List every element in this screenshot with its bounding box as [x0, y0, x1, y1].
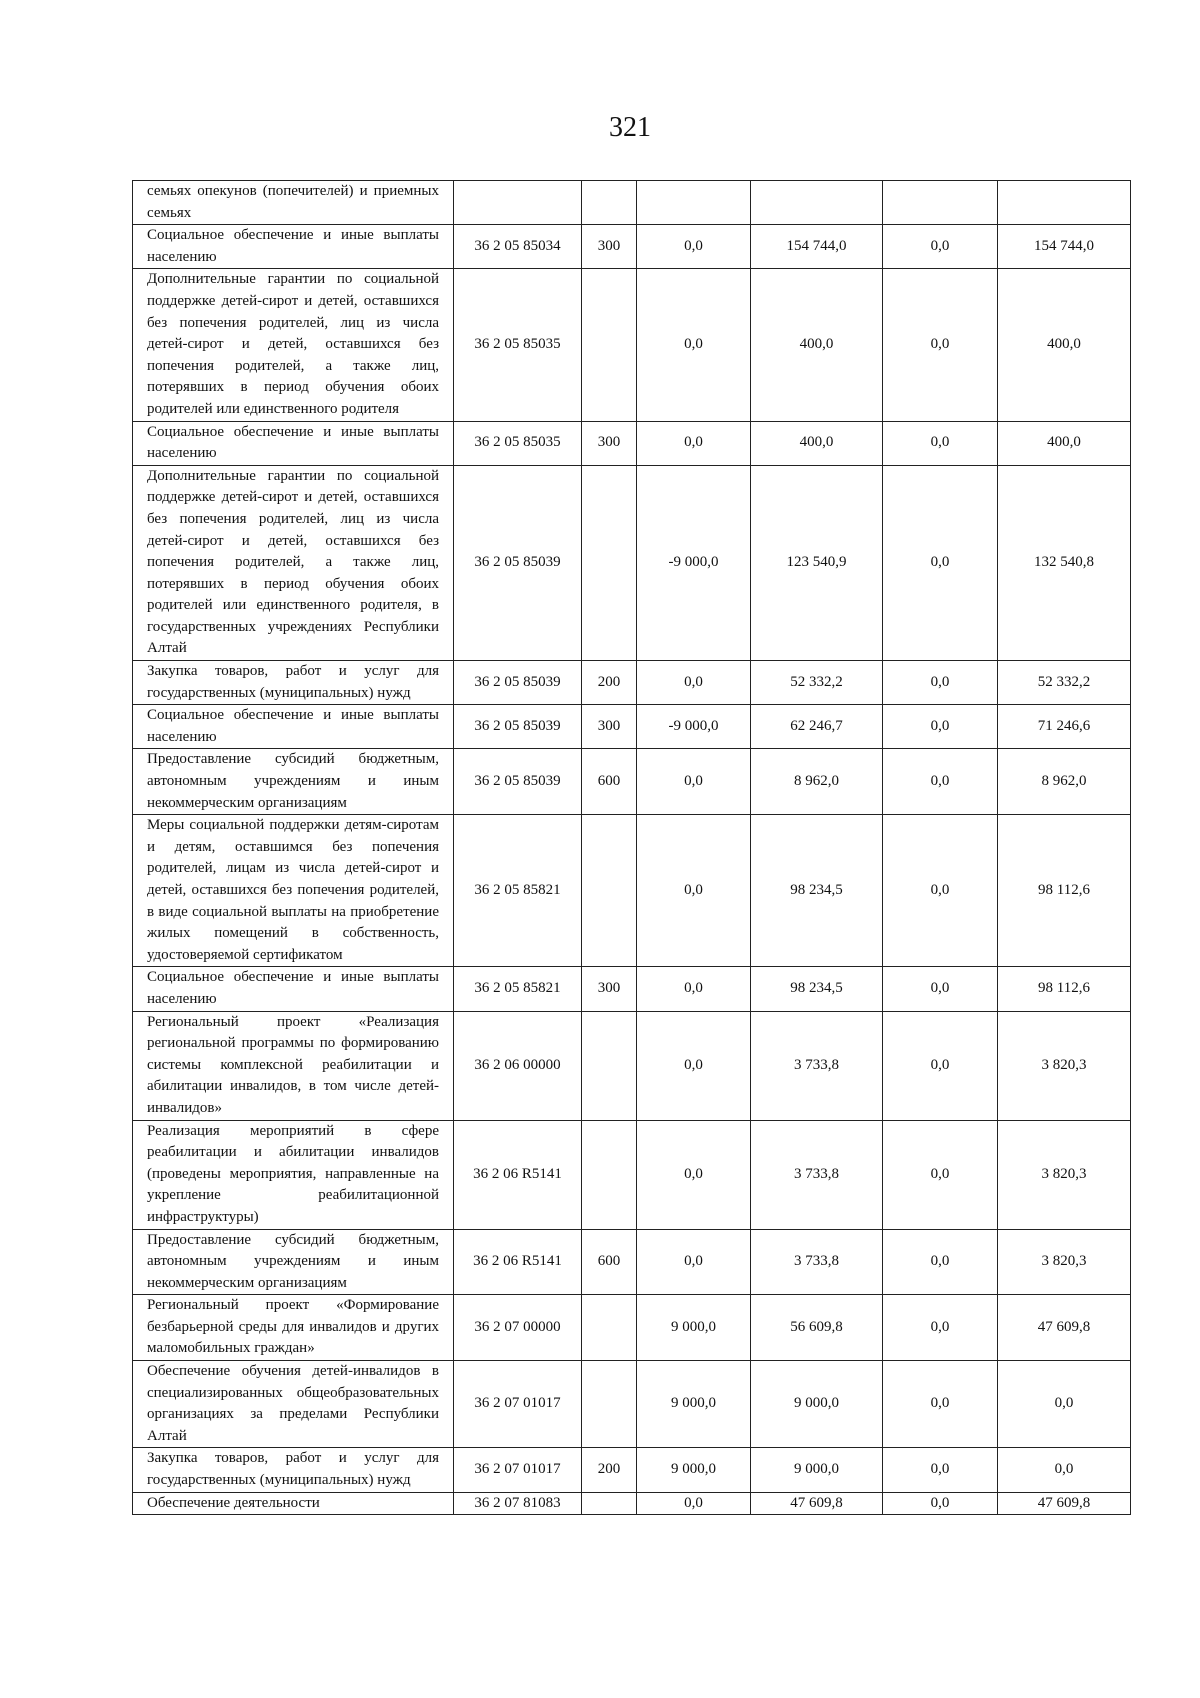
table-row — [133, 1011, 1131, 1120]
table-row — [133, 1492, 1131, 1515]
amount-total-cell: 154 744,0 — [751, 225, 883, 269]
target-article-code-cell: 36 2 05 85039 — [454, 705, 582, 749]
amount-total-cell: 3 733,8 — [751, 1229, 883, 1295]
amount-change-cell: 9 000,0 — [637, 1361, 751, 1448]
table-row — [133, 465, 1131, 660]
amount-next-cell: 71 246,6 — [998, 705, 1131, 749]
amount-next-cell: 8 962,0 — [998, 749, 1131, 815]
target-article-code-cell: 36 2 05 85039 — [454, 749, 582, 815]
row-name-cell: Социальное обеспечение и иные выплаты населению — [133, 967, 454, 1011]
amount-total-cell: 8 962,0 — [751, 749, 883, 815]
table-row — [133, 749, 1131, 815]
amount-next-cell: 0,0 — [998, 1448, 1131, 1492]
target-article-code-cell: 36 2 06 R5141 — [454, 1229, 582, 1295]
target-article-code-cell: 36 2 05 85035 — [454, 421, 582, 465]
row-name-cell: Дополнительные гарантии по социальной поддержке детей-сирот и детей, оставшихся без попечения родителей, лиц из числа детей-сирот и детей, оставшихся без попечения родителей, а также лиц, потерявших в период обучения обоих родителей или единственного родителя — [133, 269, 454, 421]
amount-change-cell: 0,0 — [637, 661, 751, 705]
row-name-cell: Обеспечение деятельности — [133, 1492, 454, 1515]
amount-total-cell: 3 733,8 — [751, 1120, 883, 1229]
amount-total-cell: 3 733,8 — [751, 1011, 883, 1120]
amount-federal-cell: 0,0 — [883, 1011, 998, 1120]
expense-type-cell: 200 — [582, 661, 637, 705]
amount-total-cell: 9 000,0 — [751, 1361, 883, 1448]
page-number: 321 — [609, 112, 651, 143]
row-name-cell: Дополнительные гарантии по социальной поддержке детей-сирот и детей, оставшихся без попечения родителей, лиц из числа детей-сирот и детей, оставшихся без попечения родителей, а также лиц, потерявших в период обучения обоих родителей или единственного родителя, в государственных учреждениях Республики Алтай — [133, 465, 454, 660]
amount-federal-cell: 0,0 — [883, 269, 998, 421]
target-article-code-cell: 36 2 05 85821 — [454, 815, 582, 967]
amount-total-cell — [751, 181, 883, 225]
amount-change-cell — [637, 181, 751, 225]
row-name-cell: Региональный проект «Реализация региональной программы по формированию системы комплексной реабилитации и абилитации инвалидов, в том числе детей-инвалидов» — [133, 1011, 454, 1120]
target-article-code-cell: 36 2 07 01017 — [454, 1448, 582, 1492]
amount-federal-cell: 0,0 — [883, 465, 998, 660]
amount-federal-cell: 0,0 — [883, 815, 998, 967]
amount-total-cell: 98 234,5 — [751, 967, 883, 1011]
amount-next-cell: 154 744,0 — [998, 225, 1131, 269]
expense-type-cell — [582, 465, 637, 660]
amount-change-cell: 0,0 — [637, 815, 751, 967]
amount-federal-cell: 0,0 — [883, 1448, 998, 1492]
amount-federal-cell: 0,0 — [883, 1295, 998, 1361]
table-row — [133, 1229, 1131, 1295]
table-row — [133, 1361, 1131, 1448]
amount-change-cell: 0,0 — [637, 1120, 751, 1229]
expense-type-cell — [582, 1295, 637, 1361]
amount-federal-cell — [883, 181, 998, 225]
table-row — [133, 815, 1131, 967]
amount-next-cell: 132 540,8 — [998, 465, 1131, 660]
row-name-cell: Закупка товаров, работ и услуг для государственных (муниципальных) нужд — [133, 661, 454, 705]
amount-change-cell: 0,0 — [637, 1229, 751, 1295]
amount-total-cell: 62 246,7 — [751, 705, 883, 749]
amount-federal-cell: 0,0 — [883, 661, 998, 705]
table-row — [133, 421, 1131, 465]
amount-federal-cell: 0,0 — [883, 1229, 998, 1295]
row-name-cell: Социальное обеспечение и иные выплаты населению — [133, 225, 454, 269]
target-article-code-cell: 36 2 05 85039 — [454, 465, 582, 660]
table-row — [133, 1120, 1131, 1229]
amount-total-cell: 123 540,9 — [751, 465, 883, 660]
target-article-code-cell: 36 2 07 81083 — [454, 1492, 582, 1515]
target-article-code-cell: 36 2 07 00000 — [454, 1295, 582, 1361]
table-row — [133, 269, 1131, 421]
row-name-cell: Меры социальной поддержки детям-сиротам и детям, оставшимся без попечения родителей, лицам из числа детей-сирот и детей, оставшихся без попечения родителей, в виде социальной выплаты на приобретение жилых помещений в собственность, удостоверяемой сертификатом — [133, 815, 454, 967]
amount-total-cell: 9 000,0 — [751, 1448, 883, 1492]
amount-federal-cell: 0,0 — [883, 421, 998, 465]
amount-next-cell: 3 820,3 — [998, 1120, 1131, 1229]
budget-table-body — [133, 181, 1131, 1515]
amount-next-cell: 52 332,2 — [998, 661, 1131, 705]
row-name-cell: Обеспечение обучения детей-инвалидов в специализированных общеобразовательных организациях за пределами Республики Алтай — [133, 1361, 454, 1448]
row-name-cell: Социальное обеспечение и иные выплаты населению — [133, 705, 454, 749]
expense-type-cell: 300 — [582, 225, 637, 269]
amount-change-cell: 0,0 — [637, 225, 751, 269]
target-article-code-cell: 36 2 05 85821 — [454, 967, 582, 1011]
target-article-code-cell: 36 2 07 01017 — [454, 1361, 582, 1448]
amount-federal-cell: 0,0 — [883, 749, 998, 815]
amount-next-cell: 400,0 — [998, 269, 1131, 421]
row-name-cell: Предоставление субсидий бюджетным, автономным учреждениям и иным некоммерческим организациям — [133, 1229, 454, 1295]
amount-change-cell: -9 000,0 — [637, 465, 751, 660]
amount-next-cell: 47 609,8 — [998, 1295, 1131, 1361]
amount-next-cell: 98 112,6 — [998, 967, 1131, 1011]
table-row — [133, 1448, 1131, 1492]
row-name-cell: Региональный проект «Формирование безбарьерной среды для инвалидов и других маломобильных граждан» — [133, 1295, 454, 1361]
amount-change-cell: 0,0 — [637, 749, 751, 815]
amount-total-cell: 400,0 — [751, 421, 883, 465]
amount-next-cell: 3 820,3 — [998, 1229, 1131, 1295]
row-name-cell: Социальное обеспечение и иные выплаты населению — [133, 421, 454, 465]
table-row — [133, 661, 1131, 705]
expense-type-cell: 300 — [582, 421, 637, 465]
amount-change-cell: -9 000,0 — [637, 705, 751, 749]
expense-type-cell — [582, 181, 637, 225]
amount-change-cell: 0,0 — [637, 967, 751, 1011]
row-name-cell: семьях опекунов (попечителей) и приемных семьях — [133, 181, 454, 225]
target-article-code-cell — [454, 181, 582, 225]
row-name-cell: Закупка товаров, работ и услуг для государственных (муниципальных) нужд — [133, 1448, 454, 1492]
expense-type-cell: 600 — [582, 749, 637, 815]
expense-type-cell — [582, 269, 637, 421]
amount-next-cell: 0,0 — [998, 1361, 1131, 1448]
table-row — [133, 967, 1131, 1011]
expense-type-cell: 300 — [582, 967, 637, 1011]
table-row — [133, 705, 1131, 749]
target-article-code-cell: 36 2 05 85034 — [454, 225, 582, 269]
amount-next-cell: 3 820,3 — [998, 1011, 1131, 1120]
amount-change-cell: 0,0 — [637, 269, 751, 421]
amount-total-cell: 47 609,8 — [751, 1492, 883, 1515]
amount-federal-cell: 0,0 — [883, 705, 998, 749]
amount-next-cell: 47 609,8 — [998, 1492, 1131, 1515]
amount-total-cell: 98 234,5 — [751, 815, 883, 967]
expense-type-cell: 600 — [582, 1229, 637, 1295]
amount-total-cell: 52 332,2 — [751, 661, 883, 705]
amount-next-cell: 98 112,6 — [998, 815, 1131, 967]
expense-type-cell: 300 — [582, 705, 637, 749]
amount-federal-cell: 0,0 — [883, 225, 998, 269]
amount-next-cell — [998, 181, 1131, 225]
expense-type-cell — [582, 1011, 637, 1120]
amount-federal-cell: 0,0 — [883, 967, 998, 1011]
amount-total-cell: 56 609,8 — [751, 1295, 883, 1361]
target-article-code-cell: 36 2 06 R5141 — [454, 1120, 582, 1229]
row-name-cell: Предоставление субсидий бюджетным, автономным учреждениям и иным некоммерческим организациям — [133, 749, 454, 815]
amount-next-cell: 400,0 — [998, 421, 1131, 465]
amount-change-cell: 0,0 — [637, 1492, 751, 1515]
row-name-cell: Реализация мероприятий в сфере реабилитации и абилитации инвалидов (проведены мероприятия, направленные на укрепление реабилитационной инфраструктуры) — [133, 1120, 454, 1229]
amount-federal-cell: 0,0 — [883, 1120, 998, 1229]
amount-federal-cell: 0,0 — [883, 1361, 998, 1448]
amount-change-cell: 9 000,0 — [637, 1295, 751, 1361]
expense-type-cell — [582, 1120, 637, 1229]
expense-type-cell: 200 — [582, 1448, 637, 1492]
target-article-code-cell: 36 2 05 85039 — [454, 661, 582, 705]
target-article-code-cell: 36 2 06 00000 — [454, 1011, 582, 1120]
table-row — [133, 181, 1131, 225]
amount-change-cell: 0,0 — [637, 421, 751, 465]
expense-type-cell — [582, 815, 637, 967]
amount-change-cell: 9 000,0 — [637, 1448, 751, 1492]
expense-type-cell — [582, 1361, 637, 1448]
target-article-code-cell: 36 2 05 85035 — [454, 269, 582, 421]
amount-change-cell: 0,0 — [637, 1011, 751, 1120]
table-row — [133, 225, 1131, 269]
expense-type-cell — [582, 1492, 637, 1515]
budget-table — [132, 180, 1131, 1515]
table-row — [133, 1295, 1131, 1361]
amount-federal-cell: 0,0 — [883, 1492, 998, 1515]
amount-total-cell: 400,0 — [751, 269, 883, 421]
